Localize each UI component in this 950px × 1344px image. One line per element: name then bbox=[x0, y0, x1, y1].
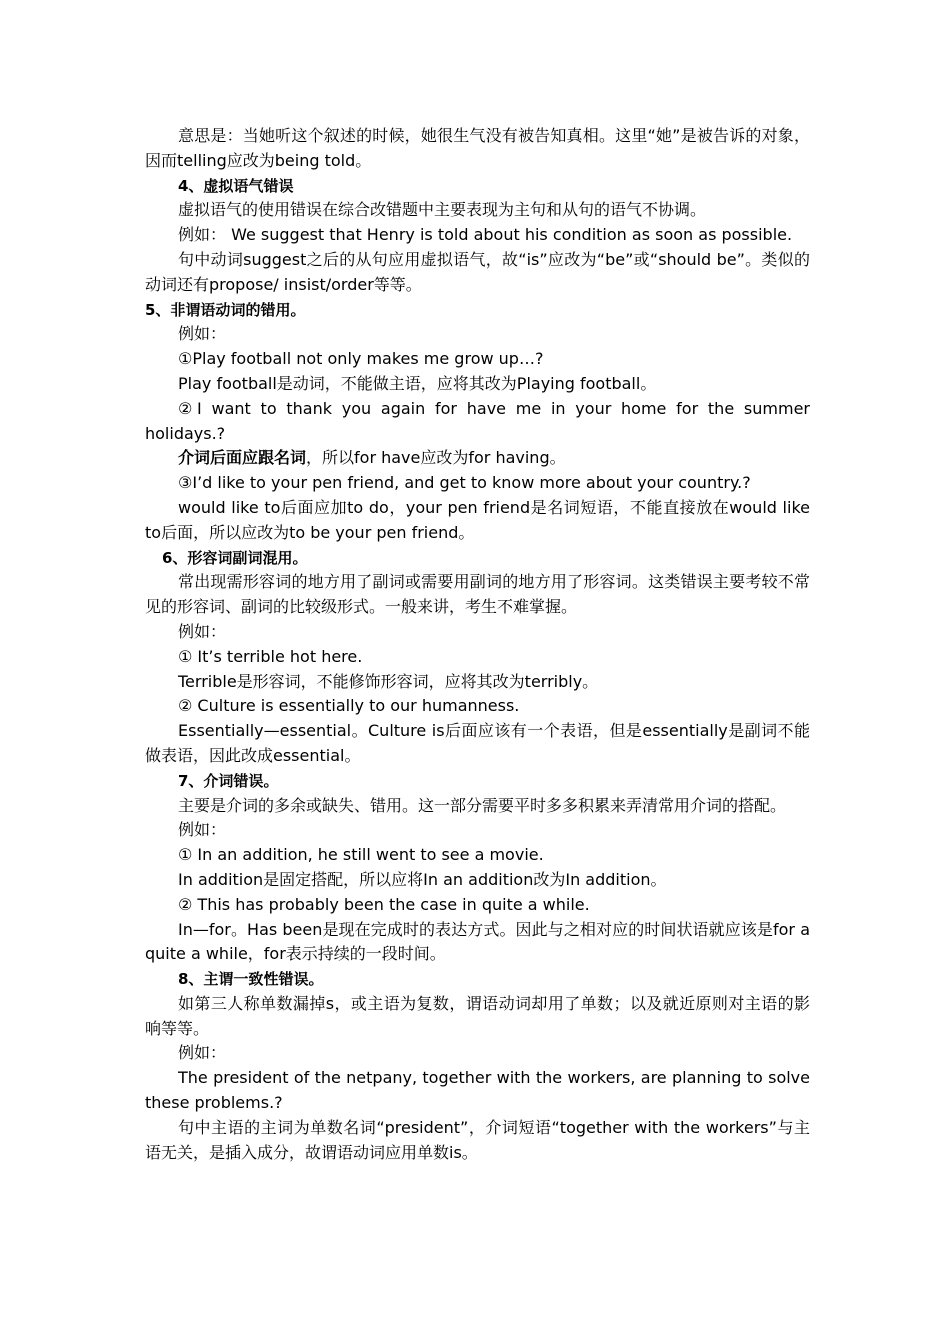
paragraph-preposition-intro: 主要是介词的多余或缺失、错用。这一部分需要平时多多积累来弄清常用介词的搭配。 bbox=[178, 795, 787, 815]
paragraph-explanation-told: 意思是：当她听这个叙述的时候，她很生气没有被告知真相。这里“她”是被告诉的对象，因而telling应改为being told。 bbox=[145, 126, 810, 170]
paragraph-example-label-4: 例如： bbox=[178, 1043, 227, 1063]
paragraph-agreement-explanation: 句中主语的主词为单数名词“president”，介词短语“together with the workers”与主语无关，是插入成分，故谓语动词应用单数is。 bbox=[145, 1117, 810, 1162]
paragraph-example-label-2: 例如： bbox=[178, 621, 227, 641]
bold-rule: 介词后面应跟名词 bbox=[178, 448, 307, 468]
paragraph-prep-example-1: ① In an addition, he still went to see a movie. bbox=[178, 845, 544, 865]
heading-preposition-errors: 7、介词错误。 bbox=[178, 771, 279, 790]
paragraph-example-3: ③I’d like to your pen friend, and get to know more about your country.? bbox=[178, 473, 751, 493]
paragraph-adj-example-2-explanation: Essentially—essential。Culture is后面应该有一个表语，但是essentially是副词不能做表语，因此改成essential。 bbox=[145, 721, 810, 765]
heading-adj-adv-confusion: 6、形容词副词混用。 bbox=[162, 548, 308, 567]
paragraph-prep-example-1-explanation: In addition是固定搭配，所以应将In an addition改为In addition。 bbox=[178, 869, 667, 889]
paragraph-adj-example-1-explanation: Terrible是形容词，不能修饰形容词，应将其改为terribly。 bbox=[178, 671, 599, 691]
paragraph-adj-adv-intro: 常出现需形容词的地方用了副词或需要用副词的地方用了形容词。这类错误主要考较不常见的形容词、副词的比较级形式。一般来讲，考生不难掌握。 bbox=[145, 572, 810, 617]
paragraph-example-2-explanation bbox=[145, 446, 810, 471]
paragraph-subjunctive-example: 例如： We suggest that Henry is told about his condition as soon as possible. bbox=[178, 225, 793, 245]
paragraph-adj-example-2: ② Culture is essentially to our humanness. bbox=[178, 696, 520, 716]
paragraph-example-2: ②I want to thank you again for have me in your home for the summer holidays.? bbox=[145, 398, 810, 443]
paragraph-example-3-explanation: would like to后面应加to do，your pen friend是名词短语，不能直接放在would like to后面，所以应改为to be your pen friend。 bbox=[145, 497, 810, 542]
rule-text: ，所以for have应改为for having。 bbox=[306, 448, 566, 468]
paragraph-prep-example-2-explanation: In—for。Has been是现在完成时的表达方式。因此与之相对应的时间状语就应该是for a quite a while，for表示持续的一段时间。 bbox=[145, 919, 810, 964]
paragraph-example-1-explanation: Play football是动词，不能做主语，应将其改为Playing football。 bbox=[178, 373, 657, 393]
heading-subjunctive-errors: 4、虚拟语气错误 bbox=[178, 176, 294, 195]
paragraph-prep-example-2: ② This has probably been the case in quite a while. bbox=[178, 894, 590, 914]
paragraph-example-1: ①Play football not only makes me grow up…? bbox=[178, 349, 544, 369]
paragraph-subjunctive-explanation: 句中动词suggest之后的从句应用虚拟语气，故“is”应改为“be”或“should be”。类似的动词还有propose/ insist/order等等。 bbox=[145, 249, 810, 294]
paragraph-adj-example-1: ① It’s terrible hot here. bbox=[178, 646, 363, 666]
paragraph-agreement-intro: 如第三人称单数漏掉s，或主语为复数，谓语动词却用了单数；以及就近原则对主语的影响等等。 bbox=[145, 993, 810, 1038]
document-body bbox=[145, 124, 810, 1165]
heading-agreement-errors: 8、主谓一致性错误。 bbox=[178, 970, 324, 989]
paragraph-agreement-example: The president of the netpany, together with the workers, are planning to solve these problems.? bbox=[145, 1068, 810, 1113]
paragraph-example-label: 例如： bbox=[178, 324, 227, 344]
paragraph-subjunctive-intro: 虚拟语气的使用错误在综合改错题中主要表现为主句和从句的语气不协调。 bbox=[178, 200, 707, 220]
heading-nonfinite-verbs: 5、非谓语动词的错用。 bbox=[145, 300, 306, 319]
paragraph-example-label-3: 例如： bbox=[178, 820, 227, 840]
